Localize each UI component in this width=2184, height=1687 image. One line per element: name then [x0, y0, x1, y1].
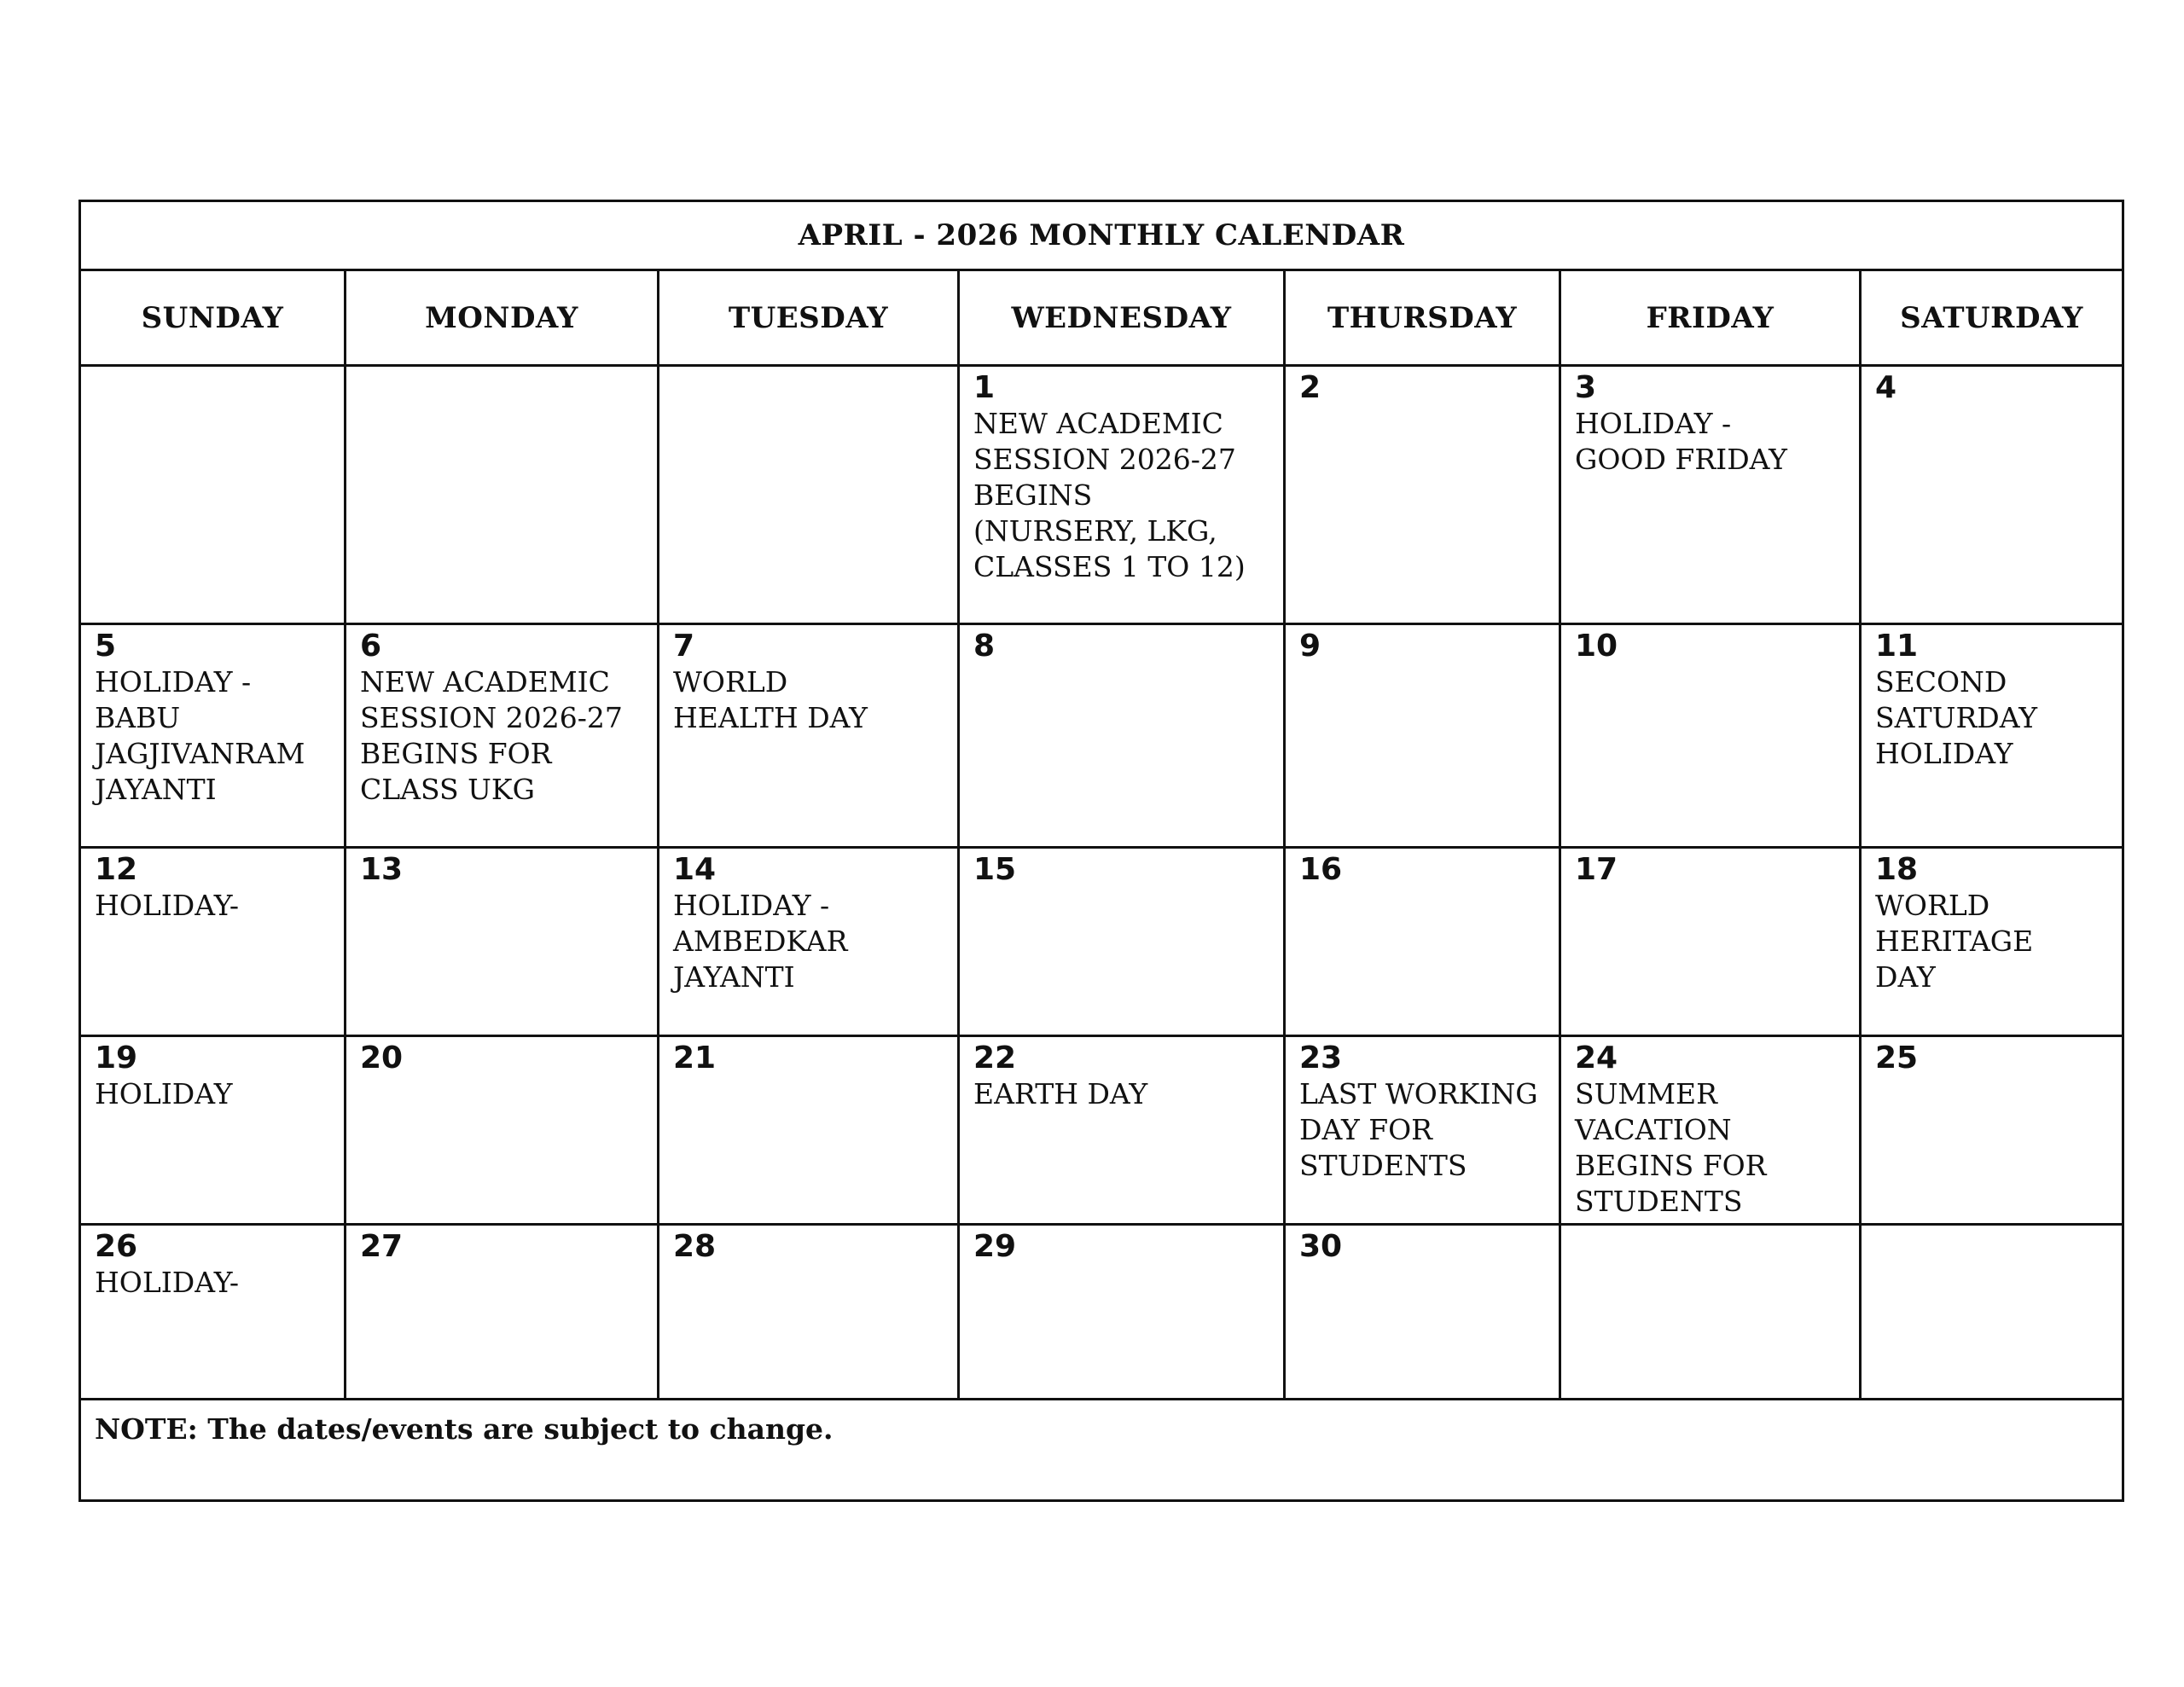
day-cell: [1560, 848, 1861, 1036]
event-text: NEW ACADEMIC SESSION 2026-27 BEGINS FOR CLASS UKG: [360, 665, 623, 806]
event-text: HOLIDAY - GOOD FRIDAY: [1575, 407, 1787, 476]
weekday-header-row: [80, 270, 2123, 366]
calendar-week-row: [80, 624, 2123, 848]
day-cell: [959, 366, 1285, 624]
event-text: HOLIDAY: [95, 1077, 233, 1110]
event-text: HOLIDAY - BABU JAGJIVANRAM JAYANTI: [95, 665, 305, 806]
day-cell: [80, 624, 346, 848]
weekday-header-thursday: THURSDAY: [1285, 270, 1560, 366]
weekday-header-saturday: SATURDAY: [1861, 270, 2123, 366]
weekday-header-friday: FRIDAY: [1560, 270, 1861, 366]
day-cell-empty: [80, 366, 346, 624]
event-text: EARTH DAY: [973, 1077, 1148, 1110]
date-number: 18: [1875, 852, 1919, 887]
date-number: 10: [1575, 629, 1618, 664]
date-number: 29: [973, 1229, 1017, 1264]
day-cell: [1285, 1036, 1560, 1225]
event-text: WORLD HERITAGE DAY: [1875, 889, 2034, 994]
day-cell: [959, 624, 1285, 848]
date-number: 25: [1875, 1041, 1919, 1075]
day-cell: [346, 624, 659, 848]
day-cell: [1560, 1036, 1861, 1225]
date-number: 6: [360, 629, 382, 664]
date-number: 9: [1299, 629, 1321, 664]
day-cell: [80, 1225, 346, 1400]
day-cell: [1560, 366, 1861, 624]
day-cell: [659, 848, 959, 1036]
day-cell: [1560, 624, 1861, 848]
calendar-week-row: [80, 1036, 2123, 1225]
date-number: 21: [673, 1041, 717, 1075]
event-text: HOLIDAY - AMBEDKAR JAYANTI: [673, 889, 848, 994]
calendar-week-row: [80, 1225, 2123, 1400]
event-text: LAST WORKING DAY FOR STUDENTS: [1299, 1077, 1538, 1182]
date-number: 8: [973, 629, 996, 664]
day-cell: [80, 848, 346, 1036]
day-cell: [346, 848, 659, 1036]
event-text: SECOND SATURDAY HOLIDAY: [1875, 665, 2038, 770]
calendar-week-row: [80, 848, 2123, 1036]
event-text: WORLD HEALTH DAY: [673, 665, 868, 734]
day-cell: [1861, 848, 2123, 1036]
date-number: 20: [360, 1041, 404, 1075]
day-cell-empty: [1861, 1225, 2123, 1400]
day-cell: [346, 1036, 659, 1225]
date-number: 12: [95, 852, 138, 887]
day-cell: [1285, 624, 1560, 848]
day-cell: [659, 624, 959, 848]
weekday-header-sunday: SUNDAY: [80, 270, 346, 366]
date-number: 19: [95, 1041, 138, 1075]
calendar-title-row: [80, 201, 2123, 270]
date-number: 26: [95, 1229, 138, 1264]
date-number: 22: [973, 1041, 1017, 1075]
date-number: 13: [360, 852, 404, 887]
event-text: HOLIDAY-: [95, 889, 240, 922]
day-cell: [959, 1036, 1285, 1225]
date-number: 3: [1575, 370, 1597, 405]
date-number: 14: [673, 852, 717, 887]
date-number: 7: [673, 629, 695, 664]
date-number: 4: [1875, 370, 1897, 405]
day-cell-empty: [346, 366, 659, 624]
calendar-note: NOTE: The dates/events are subject to change.: [80, 1400, 2123, 1501]
note-row: [80, 1400, 2123, 1501]
date-number: 11: [1875, 629, 1919, 664]
date-number: 1: [973, 370, 996, 405]
date-number: 30: [1299, 1229, 1343, 1264]
date-number: 15: [973, 852, 1017, 887]
day-cell: [346, 1225, 659, 1400]
day-cell: [659, 1036, 959, 1225]
day-cell: [659, 1225, 959, 1400]
date-number: 2: [1299, 370, 1321, 405]
date-number: 16: [1299, 852, 1343, 887]
day-cell: [1861, 624, 2123, 848]
day-cell: [1285, 1225, 1560, 1400]
event-text: SUMMER VACATION BEGINS FOR STUDENTS: [1575, 1077, 1767, 1218]
date-number: 24: [1575, 1041, 1618, 1075]
day-cell-empty: [659, 366, 959, 624]
weekday-header-wednesday: WEDNESDAY: [959, 270, 1285, 366]
date-number: 28: [673, 1229, 717, 1264]
event-text: NEW ACADEMIC SESSION 2026-27 BEGINS (NURSERY, LKG, CLASSES 1 TO 12): [973, 407, 1246, 583]
day-cell: [959, 848, 1285, 1036]
weekday-header-tuesday: TUESDAY: [659, 270, 959, 366]
date-number: 23: [1299, 1041, 1343, 1075]
day-cell-empty: [1560, 1225, 1861, 1400]
day-cell: [1285, 848, 1560, 1036]
day-cell: [1861, 366, 2123, 624]
date-number: 5: [95, 629, 117, 664]
day-cell: [959, 1225, 1285, 1400]
day-cell: [1285, 366, 1560, 624]
day-cell: [1861, 1036, 2123, 1225]
date-number: 17: [1575, 852, 1618, 887]
calendar-week-row: [80, 366, 2123, 624]
day-cell: [80, 1036, 346, 1225]
event-text: HOLIDAY-: [95, 1266, 240, 1299]
date-number: 27: [360, 1229, 404, 1264]
calendar-title: APRIL - 2026 MONTHLY CALENDAR: [80, 201, 2123, 270]
weekday-header-monday: MONDAY: [346, 270, 659, 366]
monthly-calendar-table: [78, 200, 2124, 1502]
